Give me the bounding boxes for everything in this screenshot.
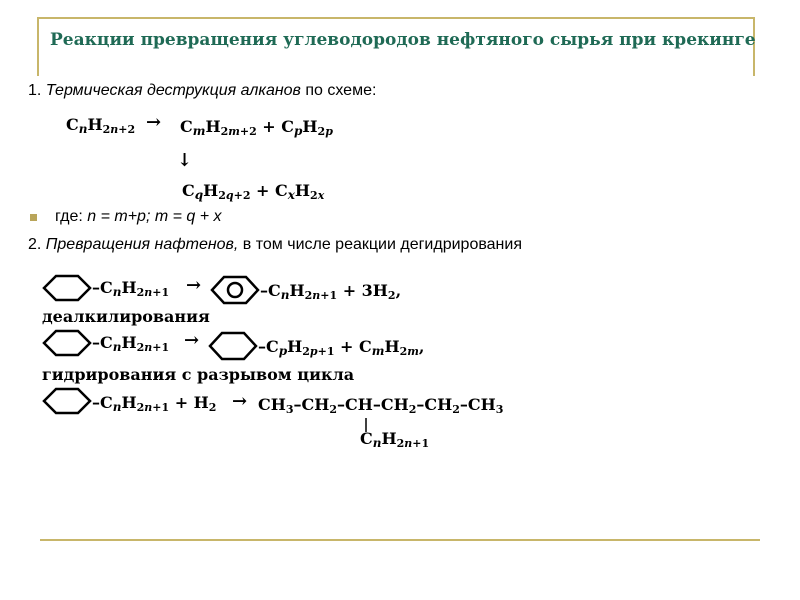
p1-number: 1.: [28, 82, 46, 99]
bullet-pre: где:: [55, 208, 88, 225]
hydro-substituent: –CnH2n+1 + H2: [92, 393, 217, 414]
dehydro-product: –CnH2n+1 + 3H2,: [260, 281, 402, 302]
p1-rest: по схеме:: [300, 82, 377, 99]
arrow-dehydro: →: [186, 275, 202, 296]
p2-rest: в том числе реакции дегидрирования: [238, 236, 522, 253]
cyclohexane-ring-4: [44, 389, 90, 413]
p2-number: 2.: [28, 236, 46, 253]
down-arrow: ↓: [177, 150, 193, 171]
product-2: CqH2q+2 + CxH2x: [182, 181, 325, 202]
label-dealkylation: деалкилирования: [42, 307, 210, 326]
benzene-ring: [212, 277, 258, 303]
hydro-branch: CnH2n+1: [360, 429, 430, 450]
p2-italic: Превращения нафтенов,: [45, 236, 239, 253]
arrow-1: →: [146, 112, 162, 133]
page-title: Реакции превращения углеводородов нефтяного сырья при крекинге: [50, 30, 756, 50]
p1-italic: Термическая деструкция алканов: [45, 82, 301, 99]
dealkyl-substituent: –CnH2n+1: [92, 333, 170, 354]
cyclohexane-ring-3: [210, 333, 256, 359]
aromatic-circle: [228, 283, 242, 297]
dehydro-substituent: –CnH2n+1: [92, 278, 170, 299]
arrow-dealkyl: →: [184, 330, 200, 351]
label-hydrogenation: гидрирования с разрывом цикла: [42, 365, 355, 384]
alkane-formula: CnH2n+2: [66, 115, 136, 136]
dealkyl-product: –CpH2p+1 + CmH2m,: [258, 337, 425, 358]
cyclohexane-ring-2: [44, 331, 90, 355]
cyclohexane-ring-1: [44, 276, 90, 300]
hydro-chain: CH3–CH2–CH–CH2–CH2–CH3: [258, 395, 504, 416]
bullet-formula: n = m+p; m = q + x: [87, 208, 222, 225]
product-1a: CmH2m+2 + CpH2p: [180, 117, 333, 138]
bottom-rule: [40, 539, 760, 541]
arrow-hydro: →: [232, 391, 248, 412]
